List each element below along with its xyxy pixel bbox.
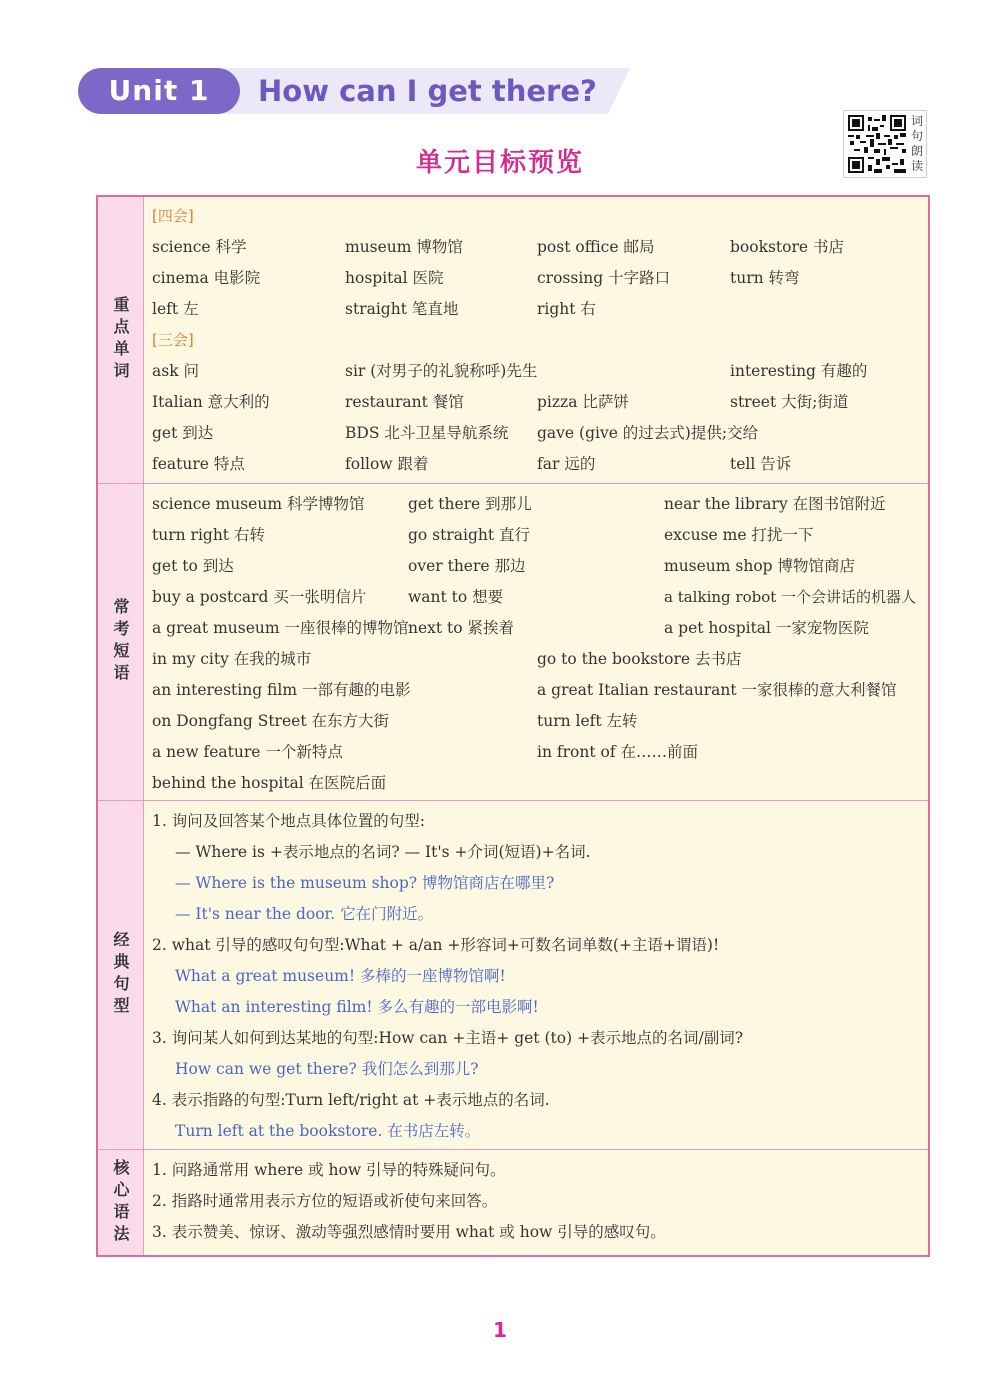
sentence-line: 3. 询问某人如何到达某地的句型:How can +主语+ get (to) +表示地点的名词/副词?	[152, 1029, 744, 1047]
grammar-body	[144, 1150, 928, 1255]
vocab-line	[144, 387, 928, 418]
phrase-item: next to 紧挨着	[408, 619, 515, 637]
vocab-item: left 左	[152, 300, 199, 318]
phrases-body	[144, 484, 928, 800]
phrase-item: go to the bookstore 去书店	[537, 650, 742, 668]
phrase-item: excuse me 打扰一下	[664, 526, 814, 544]
grammar-item: 1. 问路通常用 where 或 how 引导的特殊疑问句。	[152, 1161, 506, 1179]
sentence-example: — Where is the museum shop? 博物馆商店在哪里?	[175, 874, 555, 892]
grammar-label-cell	[98, 1150, 144, 1255]
phrase-line	[144, 768, 928, 799]
vocab-item: pizza 比萨饼	[537, 393, 629, 411]
sentences-label-cell	[98, 801, 144, 1149]
vocab-line	[144, 449, 928, 480]
vocab-item: feature 特点	[152, 455, 245, 473]
unit-badge: Unit 1	[78, 68, 240, 114]
phrase-item: a great Italian restaurant 一家很棒的意大利餐馆	[537, 681, 897, 699]
phrase-item: get there 到那儿	[408, 495, 532, 513]
phrase-item: buy a postcard 买一张明信片	[152, 588, 367, 606]
sentence-example: Turn left at the bookstore. 在书店左转。	[175, 1122, 481, 1140]
vocab-item: science 科学	[152, 238, 247, 256]
vocab-item: street 大街;街道	[730, 393, 849, 411]
sentence-line: — Where is +表示地点的名词? — It's +介词(短语)+名词.	[175, 843, 591, 861]
vocab-item: interesting 有趣的	[730, 362, 868, 380]
grammar-item: 3. 表示赞美、惊讶、激动等强烈感情时要用 what 或 how 引导的感叹句。	[152, 1223, 666, 1241]
vocab-line	[144, 232, 928, 263]
vocab-item: hospital 医院	[345, 269, 444, 287]
phrase-item: in my city 在我的城市	[152, 650, 312, 668]
sentence-line: 1. 询问及回答某个地点具体位置的句型:	[152, 812, 425, 830]
vocab-item: tell 告诉	[730, 455, 792, 473]
phrase-item: over there 那边	[408, 557, 526, 575]
phrase-item: a pet hospital 一家宠物医院	[664, 619, 869, 637]
vocab-item: turn 转弯	[730, 269, 800, 287]
vocab-item: BDS 北斗卫星导航系统	[345, 424, 509, 442]
vocab-item: follow 跟着	[345, 455, 429, 473]
vocab-label: 重点单词	[111, 296, 130, 384]
vocab-item: museum 博物馆	[345, 238, 463, 256]
phrase-line	[144, 582, 928, 613]
phrase-item: a new feature 一个新特点	[152, 743, 343, 761]
phrase-item: get to 到达	[152, 557, 234, 575]
phrase-item: an interesting film 一部有趣的电影	[152, 681, 411, 699]
phrase-line	[144, 489, 928, 520]
page-number: 1	[493, 1318, 507, 1342]
vocab-line	[144, 294, 928, 325]
phrase-item: turn left 左转	[537, 712, 638, 730]
vocab-line	[144, 356, 928, 387]
vocab-item: restaurant 餐馆	[345, 393, 464, 411]
sentence-line: 4. 表示指路的句型:Turn left/right at +表示地点的名词.	[152, 1091, 550, 1109]
vocab-item: Italian 意大利的	[152, 393, 270, 411]
vocab-item: right 右	[537, 300, 596, 318]
vocab-row	[98, 197, 928, 484]
phrase-item: a great museum 一座很棒的博物馆	[152, 619, 409, 637]
sentence-line: 2. what 引导的感叹句句型:What + a/an +形容词+可数名词单数(+主语+谓语)!	[152, 936, 720, 954]
phrases-label-cell	[98, 484, 144, 800]
grammar-row	[98, 1150, 928, 1255]
vocab-item: post office 邮局	[537, 238, 655, 256]
vocab-item: ask 问	[152, 362, 200, 380]
phrases-label: 常考短语	[111, 598, 130, 686]
sentence-example: How can we get there? 我们怎么到那儿?	[175, 1060, 479, 1078]
phrase-item: a talking robot 一个会讲话的机器人	[664, 588, 917, 606]
vocab-line	[144, 263, 928, 294]
sentences-label: 经典句型	[111, 931, 130, 1019]
phrase-line	[144, 520, 928, 551]
grammar-label: 核心语法	[111, 1158, 130, 1247]
phrase-item: science museum 科学博物馆	[152, 495, 365, 513]
phrases-row	[98, 484, 928, 801]
phrase-line	[144, 737, 928, 768]
phrase-item: go straight 直行	[408, 526, 531, 544]
phrase-item: behind the hospital 在医院后面	[152, 774, 387, 792]
vocab-item: get 到达	[152, 424, 214, 442]
vocab-item: straight 笔直地	[345, 300, 459, 318]
sentence-example: What a great museum! 多棒的一座博物馆啊!	[175, 967, 506, 985]
phrase-item: near the library 在图书馆附近	[664, 495, 886, 513]
section-title: 单元目标预览	[415, 148, 584, 178]
vocab-label-cell	[98, 197, 144, 483]
phrase-item: turn right 右转	[152, 526, 265, 544]
phrase-item: on Dongfang Street 在东方大街	[152, 712, 389, 730]
vocab-item: crossing 十字路口	[537, 269, 671, 287]
vocab-item: bookstore 书店	[730, 238, 845, 256]
phrase-item: museum shop 博物馆商店	[664, 557, 856, 575]
vocab-body	[144, 197, 928, 483]
phrase-line	[144, 644, 928, 675]
sentences-body	[144, 801, 928, 1149]
three-skills-tag: [三会]	[152, 331, 194, 349]
sentence-example: What an interesting film! 多么有趣的一部电影啊!	[175, 998, 539, 1016]
grammar-item: 2. 指路时通常用表示方位的短语或祈使句来回答。	[152, 1192, 498, 1210]
sentence-example: — It's near the door. 它在门附近。	[175, 905, 434, 923]
unit-title: How can I get there?	[258, 74, 597, 108]
phrase-line	[144, 551, 928, 582]
sentences-row	[98, 801, 928, 1150]
phrase-line	[144, 613, 928, 644]
vocab-item: gave (give 的过去式)提供;交给	[537, 424, 759, 442]
four-skills-tag: [四会]	[152, 207, 194, 225]
phrase-line	[144, 706, 928, 737]
phrase-item: want to 想要	[408, 588, 504, 606]
qr-label: 词句朗读	[910, 114, 923, 173]
phrase-line	[144, 675, 928, 706]
vocab-item: sir (对男子的礼貌称呼)先生	[345, 362, 538, 380]
unit-overview-table	[96, 195, 930, 1257]
phrase-item: in front of 在……前面	[537, 743, 698, 761]
vocab-line	[144, 418, 928, 449]
vocab-item: cinema 电影院	[152, 269, 261, 287]
vocab-item: far 远的	[537, 455, 596, 473]
